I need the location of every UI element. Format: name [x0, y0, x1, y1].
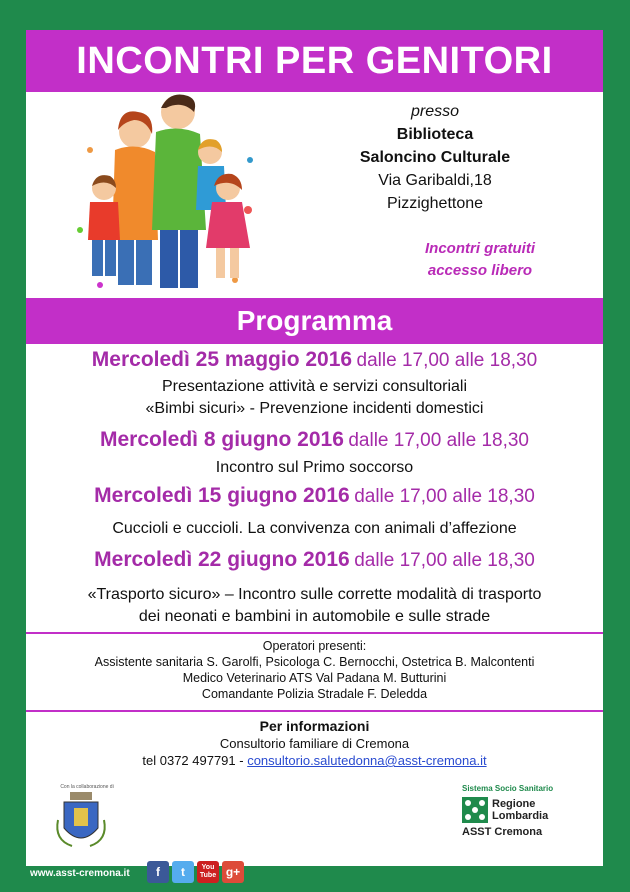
venue-hall: Saloncino Culturale — [359, 149, 511, 166]
event-time: dalle 17,00 alle 18,30 — [348, 430, 529, 451]
operators-line: Medico Veterinario ATS Val Padana M. Butturini — [182, 671, 447, 685]
facebook-icon[interactable]: f — [147, 861, 169, 883]
family-illustration — [70, 90, 260, 300]
venue-town: Pizzighettone — [386, 195, 484, 212]
youtube-icon[interactable]: You Tube — [197, 861, 219, 883]
event-desc-line: «Trasporto sicuro» – Incontro sulle corrette modalità di trasporto — [87, 586, 542, 603]
free-entry-notice — [380, 238, 580, 282]
poster-title: INCONTRI PER GENITORI — [26, 30, 603, 92]
free-line-2: accesso libero — [427, 262, 533, 279]
website-url[interactable]: www.asst-cremona.it — [30, 868, 130, 879]
event-time: dalle 17,00 alle 18,30 — [354, 486, 535, 507]
info-office: Consultorio familiare di Cremona — [219, 736, 410, 751]
event-desc-line: Presentazione attività e servizi consultoriali — [161, 378, 468, 395]
event-date: Mercoledì 15 giugno 2016 — [94, 484, 350, 507]
event-desc-line: Incontro sul Primo soccorso — [215, 459, 414, 476]
program-title: Programma — [26, 298, 603, 344]
venue-library: Biblioteca — [396, 126, 474, 143]
event-desc-line: dei neonati e bambini in automobile e sulle strade — [138, 608, 491, 625]
event-time: dalle 17,00 alle 18,30 — [354, 550, 535, 571]
region-name-line: Lombardia — [492, 810, 549, 822]
event-3-heading — [26, 484, 603, 508]
event-2-heading — [26, 428, 603, 452]
operators-block — [26, 638, 603, 702]
free-line-1: Incontri gratuiti — [425, 240, 535, 257]
event-time: dalle 17,00 alle 18,30 — [356, 350, 538, 371]
event-1-description — [26, 376, 603, 420]
info-email-link[interactable]: consultorio.salutedonna@asst-cremona.it — [247, 753, 487, 768]
event-4-description — [26, 584, 603, 628]
info-title: Per informazioni — [259, 718, 370, 734]
event-4-heading — [26, 548, 603, 572]
event-date: Mercoledì 22 giugno 2016 — [94, 548, 350, 571]
section-divider — [26, 632, 603, 634]
info-contact — [26, 752, 603, 769]
venue-block — [330, 100, 540, 215]
asst-name: ASST Cremona — [462, 826, 543, 838]
venue-presso: presso — [410, 103, 460, 120]
region-name-line: Regione — [492, 798, 536, 810]
section-divider — [26, 710, 603, 712]
social-links — [147, 861, 244, 883]
info-block — [26, 718, 603, 769]
event-date: Mercoledì 8 giugno 2016 — [99, 428, 344, 451]
operators-line: Comandante Polizia Stradale F. Deledda — [201, 687, 428, 701]
operators-title: Operatori presenti: — [262, 639, 367, 653]
region-lombardia-icon — [462, 797, 488, 823]
region-name — [492, 798, 548, 822]
event-2-description — [26, 457, 603, 479]
venue-address: Via Garibaldi,18 — [378, 172, 492, 189]
event-desc-line: Cuccioli e cuccioli. La convivenza con animali d’affezione — [112, 520, 517, 537]
crest-caption: Con la collaborazione di — [60, 784, 114, 790]
event-desc-line: «Bimbi sicuri» - Prevenzione incidenti domestici — [145, 400, 484, 417]
event-1-heading — [26, 348, 603, 372]
municipal-crest-icon — [52, 790, 110, 852]
event-3-description — [26, 518, 603, 540]
twitter-icon[interactable]: t — [172, 861, 194, 883]
info-phone: tel 0372 497791 - — [142, 753, 248, 768]
operators-line: Assistente sanitaria S. Garolfi, Psicologa C. Bernocchi, Ostetrica B. Malcontenti — [94, 655, 535, 669]
google-plus-icon[interactable]: g+ — [222, 861, 244, 883]
region-logo — [462, 797, 582, 823]
region-logo-block — [462, 784, 582, 838]
region-caption: Sistema Socio Sanitario — [462, 784, 554, 793]
event-date: Mercoledì 25 maggio 2016 — [91, 348, 353, 371]
